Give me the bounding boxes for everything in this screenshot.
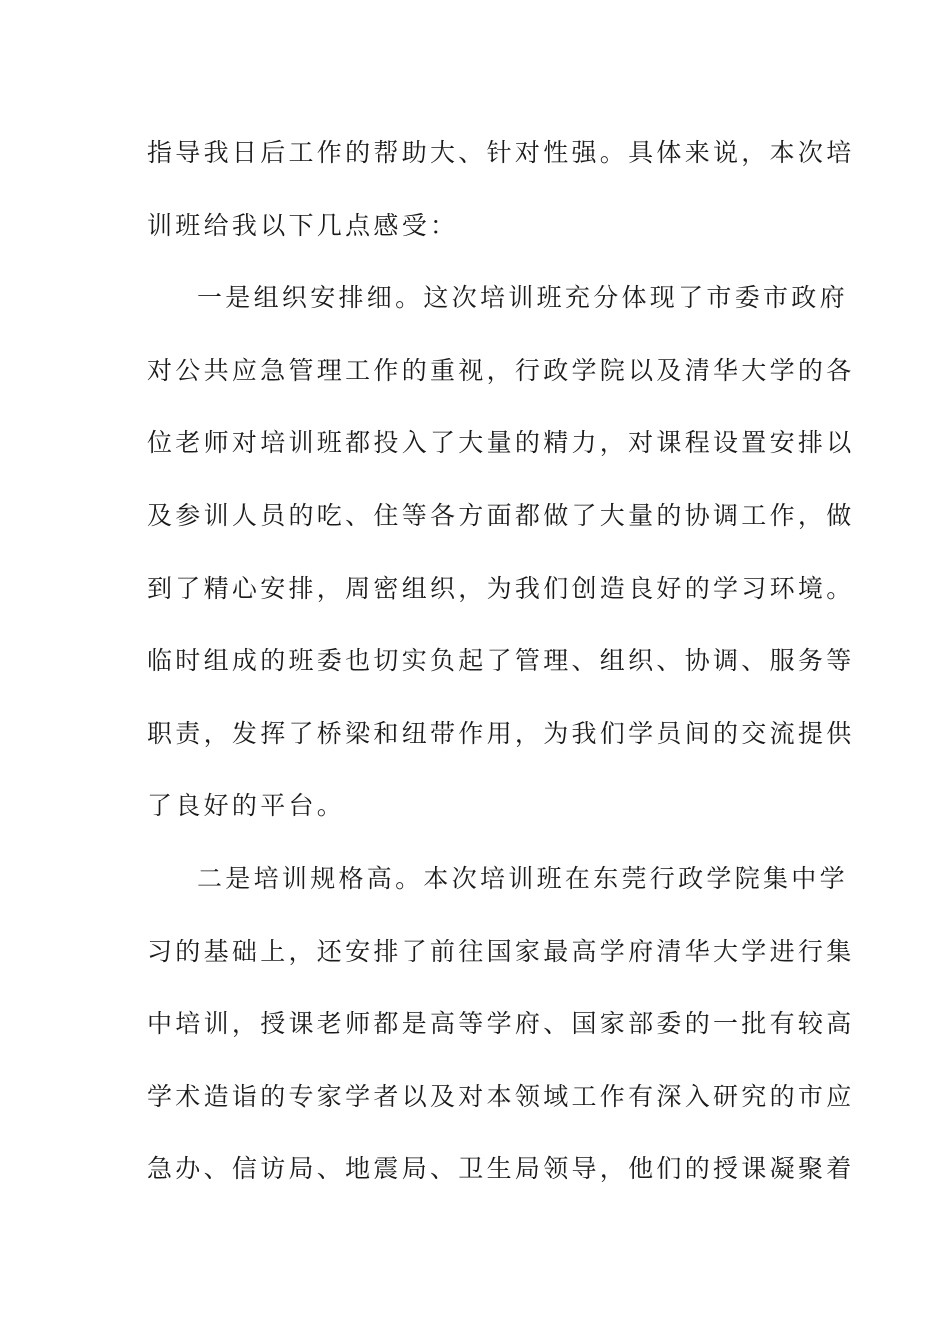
text-line: 中培训，授课老师都是高等学府、国家部委的一批有较高 xyxy=(147,1009,855,1039)
text-line: 学术造诣的专家学者以及对本领域工作有深入研究的市应 xyxy=(147,1081,855,1111)
text-line: 急办、信访局、地震局、卫生局领导，他们的授课凝聚着 xyxy=(147,1154,855,1184)
paragraph-start-line: 二是培训规格高。本次培训班在东莞行政学院集中学 xyxy=(197,863,848,893)
text-line: 指导我日后工作的帮助大、针对性强。具体来说，本次培 xyxy=(147,138,855,167)
text-line: 职责，发挥了桥梁和纽带作用，为我们学员间的交流提供 xyxy=(147,718,855,748)
text-line: 到了精心安排，周密组织，为我们创造良好的学习环境。 xyxy=(147,573,855,603)
paragraph-start-line: 一是组织安排细。这次培训班充分体现了市委市政府 xyxy=(197,283,848,313)
text-line: 对公共应急管理工作的重视，行政学院以及清华大学的各 xyxy=(147,355,855,385)
text-line: 位老师对培训班都投入了大量的精力，对课程设置安排以 xyxy=(147,428,855,458)
text-line: 及参训人员的吃、住等各方面都做了大量的协调工作，做 xyxy=(147,500,855,530)
text-line: 训班给我以下几点感受： xyxy=(147,210,459,240)
text-line: 习的基础上，还安排了前往国家最高学府清华大学进行集 xyxy=(147,936,855,966)
text-line: 临时组成的班委也切实负起了管理、组织、协调、服务等 xyxy=(147,646,855,676)
body-text xyxy=(147,128,855,1217)
text-line: 了良好的平台。 xyxy=(147,791,346,821)
